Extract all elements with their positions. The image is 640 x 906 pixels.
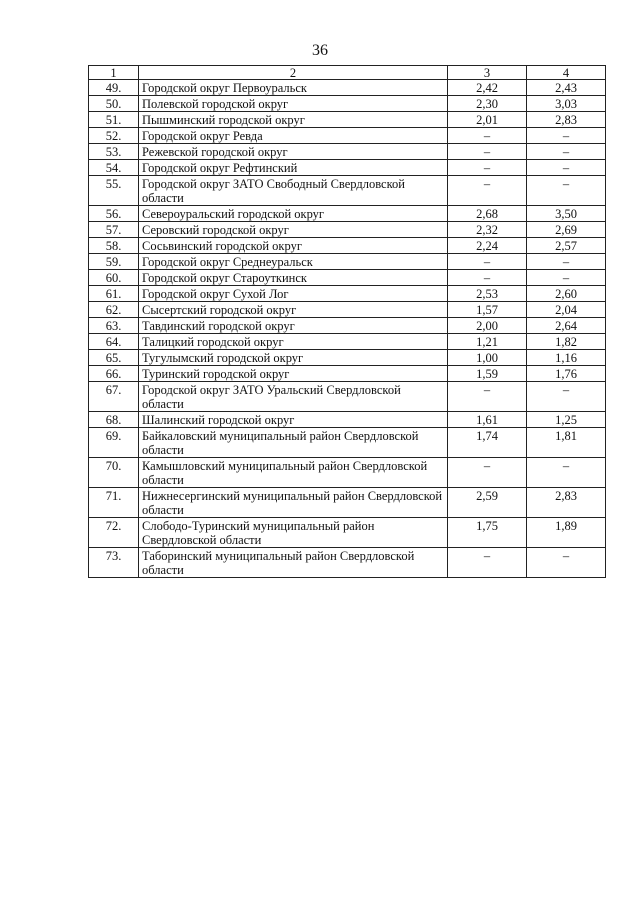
row-number-cell: 62. (89, 302, 139, 318)
value-col3-cell: 2,53 (448, 286, 527, 302)
value-col4-cell: 2,83 (527, 488, 606, 518)
table-row (89, 302, 606, 318)
value-col3-cell: 1,21 (448, 334, 527, 350)
municipality-name-cell: Режевской городской округ (139, 144, 448, 160)
row-number-cell: 64. (89, 334, 139, 350)
table-row (89, 428, 606, 458)
value-col4-cell: – (527, 254, 606, 270)
value-col4-cell: 3,50 (527, 206, 606, 222)
row-number-cell: 67. (89, 382, 139, 412)
value-col4-cell: 1,89 (527, 518, 606, 548)
value-col3-cell: 1,59 (448, 366, 527, 382)
table-row (89, 238, 606, 254)
table-row (89, 128, 606, 144)
page-number: 36 (312, 42, 328, 59)
value-col3-cell: 2,68 (448, 206, 527, 222)
table-row (89, 160, 606, 176)
municipality-name-cell: Туринский городской округ (139, 366, 448, 382)
municipality-name-cell: Полевской городской округ (139, 96, 448, 112)
municipality-name-cell: Слободо-Туринский муниципальный район Свердловской области (139, 518, 448, 548)
municipality-name-cell: Серовский городской округ (139, 222, 448, 238)
municipality-name-cell: Шалинский городской округ (139, 412, 448, 428)
table-row (89, 518, 606, 548)
value-col3-cell: 2,42 (448, 80, 527, 96)
table-row (89, 176, 606, 206)
value-col3-cell: 2,32 (448, 222, 527, 238)
table-row (89, 112, 606, 128)
value-col3-cell: 1,61 (448, 412, 527, 428)
municipality-name-cell: Талицкий городской округ (139, 334, 448, 350)
row-number-cell: 58. (89, 238, 139, 254)
value-col4-cell: 1,76 (527, 366, 606, 382)
municipality-name-cell: Таборинский муниципальный район Свердловской области (139, 548, 448, 578)
row-number-cell: 52. (89, 128, 139, 144)
table-row (89, 144, 606, 160)
value-col4-cell: 2,57 (527, 238, 606, 254)
value-col4-cell: 1,16 (527, 350, 606, 366)
municipality-name-cell: Городской округ Староуткинск (139, 270, 448, 286)
value-col4-cell: 2,69 (527, 222, 606, 238)
value-col3-cell: – (448, 382, 527, 412)
value-col4-cell: 2,83 (527, 112, 606, 128)
row-number-cell: 56. (89, 206, 139, 222)
row-number-cell: 68. (89, 412, 139, 428)
value-col3-cell: 1,74 (448, 428, 527, 458)
row-number-cell: 73. (89, 548, 139, 578)
value-col4-cell: 2,60 (527, 286, 606, 302)
row-number-cell: 60. (89, 270, 139, 286)
value-col4-cell: – (527, 176, 606, 206)
table-row (89, 548, 606, 578)
column-header: 2 (139, 66, 448, 80)
row-number-cell: 65. (89, 350, 139, 366)
value-col4-cell: 2,04 (527, 302, 606, 318)
value-col3-cell: 1,75 (448, 518, 527, 548)
table-row (89, 382, 606, 412)
table-row (89, 412, 606, 428)
table-row (89, 318, 606, 334)
municipality-name-cell: Тавдинский городской округ (139, 318, 448, 334)
municipality-name-cell: Нижнесергинский муниципальный район Свердловской области (139, 488, 448, 518)
row-number-cell: 70. (89, 458, 139, 488)
row-number-cell: 71. (89, 488, 139, 518)
row-number-cell: 72. (89, 518, 139, 548)
value-col3-cell: – (448, 128, 527, 144)
row-number-cell: 55. (89, 176, 139, 206)
table-row (89, 206, 606, 222)
municipality-name-cell: Городской округ Ревда (139, 128, 448, 144)
column-header: 1 (89, 66, 139, 80)
table-row (89, 254, 606, 270)
value-col4-cell: 2,43 (527, 80, 606, 96)
row-number-cell: 57. (89, 222, 139, 238)
municipality-name-cell: Камышловский муниципальный район Свердловской области (139, 458, 448, 488)
municipality-name-cell: Сосьвинский городской округ (139, 238, 448, 254)
value-col4-cell: – (527, 382, 606, 412)
value-col3-cell: 2,00 (448, 318, 527, 334)
row-number-cell: 59. (89, 254, 139, 270)
value-col4-cell: – (527, 548, 606, 578)
data-table (88, 65, 606, 578)
municipality-name-cell: Пышминский городской округ (139, 112, 448, 128)
value-col3-cell: 1,00 (448, 350, 527, 366)
value-col4-cell: – (527, 128, 606, 144)
table-row (89, 80, 606, 96)
value-col4-cell: 2,64 (527, 318, 606, 334)
value-col3-cell: 2,59 (448, 488, 527, 518)
column-header: 4 (527, 66, 606, 80)
table-row (89, 270, 606, 286)
table-body (89, 66, 606, 578)
value-col3-cell: – (448, 160, 527, 176)
value-col3-cell: – (448, 176, 527, 206)
column-header: 3 (448, 66, 527, 80)
value-col3-cell: 1,57 (448, 302, 527, 318)
value-col4-cell: – (527, 270, 606, 286)
municipality-name-cell: Байкаловский муниципальный район Свердловской области (139, 428, 448, 458)
municipality-name-cell: Североуральский городской округ (139, 206, 448, 222)
table-row (89, 488, 606, 518)
municipality-name-cell: Городской округ Рефтинский (139, 160, 448, 176)
row-number-cell: 66. (89, 366, 139, 382)
table-row (89, 366, 606, 382)
municipality-name-cell: Тугулымский городской округ (139, 350, 448, 366)
value-col3-cell: – (448, 254, 527, 270)
row-number-cell: 54. (89, 160, 139, 176)
table-row (89, 286, 606, 302)
value-col3-cell: 2,01 (448, 112, 527, 128)
value-col4-cell: 1,81 (527, 428, 606, 458)
value-col4-cell: 1,82 (527, 334, 606, 350)
header-row (89, 66, 606, 80)
value-col3-cell: 2,30 (448, 96, 527, 112)
value-col4-cell: 3,03 (527, 96, 606, 112)
row-number-cell: 69. (89, 428, 139, 458)
table-row (89, 350, 606, 366)
municipality-name-cell: Городской округ ЗАТО Свободный Свердловской области (139, 176, 448, 206)
table-row (89, 96, 606, 112)
row-number-cell: 63. (89, 318, 139, 334)
table-row (89, 458, 606, 488)
municipality-name-cell: Городской округ ЗАТО Уральский Свердловской области (139, 382, 448, 412)
table-row (89, 334, 606, 350)
row-number-cell: 53. (89, 144, 139, 160)
value-col4-cell: – (527, 144, 606, 160)
value-col4-cell: – (527, 160, 606, 176)
row-number-cell: 61. (89, 286, 139, 302)
municipality-name-cell: Городской округ Первоуральск (139, 80, 448, 96)
row-number-cell: 50. (89, 96, 139, 112)
value-col3-cell: – (448, 144, 527, 160)
value-col3-cell: 2,24 (448, 238, 527, 254)
municipality-name-cell: Сысертский городской округ (139, 302, 448, 318)
value-col4-cell: – (527, 458, 606, 488)
value-col4-cell: 1,25 (527, 412, 606, 428)
municipality-name-cell: Городской округ Сухой Лог (139, 286, 448, 302)
row-number-cell: 49. (89, 80, 139, 96)
value-col3-cell: – (448, 270, 527, 286)
table-row (89, 222, 606, 238)
municipality-name-cell: Городской округ Среднеуральск (139, 254, 448, 270)
row-number-cell: 51. (89, 112, 139, 128)
value-col3-cell: – (448, 548, 527, 578)
value-col3-cell: – (448, 458, 527, 488)
